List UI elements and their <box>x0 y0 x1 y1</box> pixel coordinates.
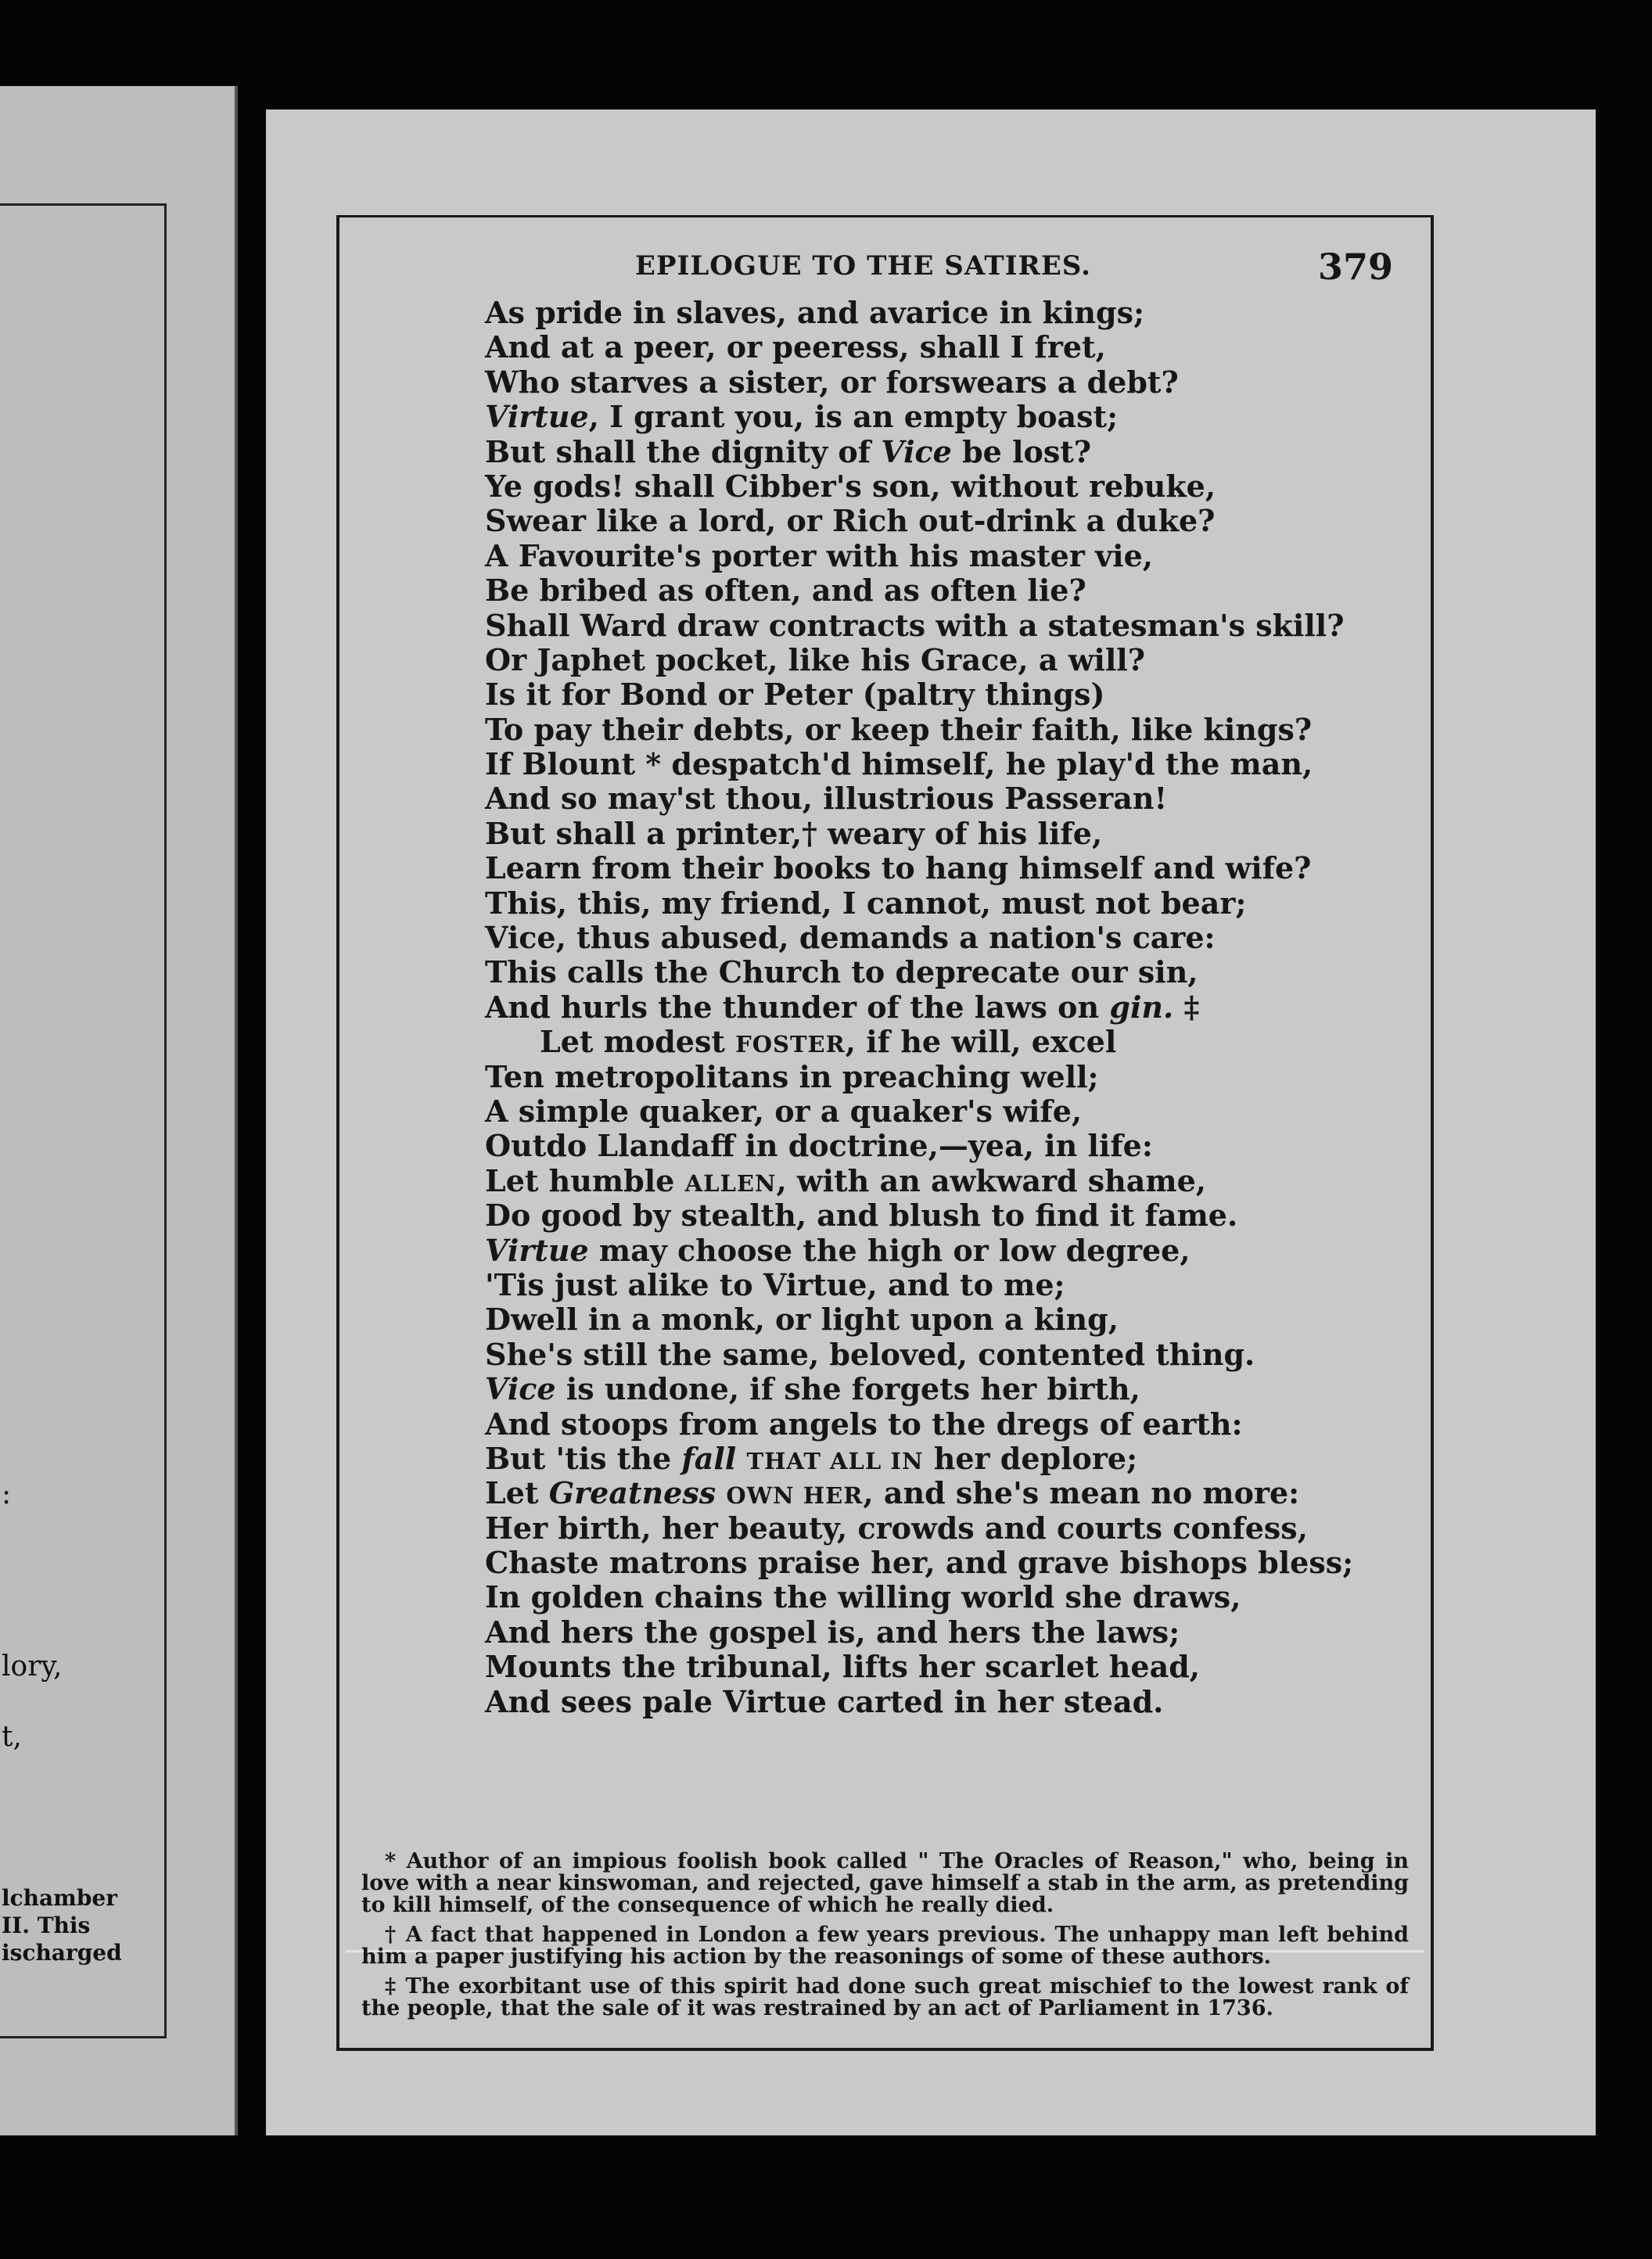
poem-line <box>485 330 1408 365</box>
poem-line <box>485 677 1408 712</box>
poem-line-segment: And at a peer, or peeress, shall I fret, <box>485 329 1106 365</box>
poem-line <box>485 1615 1408 1650</box>
poem-line <box>485 851 1408 885</box>
poem-line-segment: Learn from their books to hang himself and wife? <box>485 850 1312 886</box>
poem-line <box>485 1372 1408 1406</box>
poem-line-segment: To pay their debts, or keep their faith, like kings? <box>485 711 1313 747</box>
poem-line-segment <box>716 1475 726 1510</box>
poem-line-segment: But shall a printer,† weary of his life, <box>485 815 1103 851</box>
poem-line <box>485 1546 1408 1580</box>
running-head: EPILOGUE TO THE SATIRES. <box>635 250 1091 282</box>
page-number: 379 <box>1317 246 1393 288</box>
poem-line <box>485 1060 1408 1094</box>
poem-line-segment: And so may'st thou, illustrious Passeran! <box>485 781 1168 817</box>
facing-page-fragment: : <box>2 1478 12 1510</box>
poem-line <box>485 435 1408 469</box>
poem-line <box>485 400 1408 434</box>
poem-line <box>485 1685 1408 1719</box>
poem-line-segment: But 'tis the <box>485 1440 682 1476</box>
poem-line-segment: Swear like a lord, or Rich out-drink a duke? <box>485 503 1216 539</box>
poem-line-segment: Let <box>485 1475 549 1511</box>
poem-line-segment: Or Japhet pocket, like his Grace, a will? <box>485 641 1145 677</box>
poem-line-segment: A Favourite's porter with his master vie, <box>485 537 1154 573</box>
poem-line <box>485 747 1408 781</box>
poem-line <box>485 921 1408 955</box>
poem-line-segment: As pride in slaves, and avarice in kings; <box>485 295 1145 330</box>
poem-line-segment: OWN HER <box>726 1482 864 1510</box>
poem-line <box>485 1094 1408 1129</box>
poem-line-segment: FOSTER <box>735 1031 846 1058</box>
poem-line <box>485 1511 1408 1546</box>
facing-page-fragment: lory, <box>2 1650 63 1683</box>
poem-line-segment: Be bribed as often, and as often lie? <box>485 573 1086 609</box>
poem-line <box>485 1407 1408 1442</box>
poem-line-segment: , with an awkward shame, <box>776 1162 1207 1198</box>
poem-line <box>485 1302 1408 1337</box>
poem-line <box>485 1650 1408 1684</box>
poem-line <box>485 1338 1408 1372</box>
poem-line-segment: Vice <box>485 1371 556 1407</box>
poem-line <box>485 1025 1408 1059</box>
footnote: † A fact that happened in London a few years previous. The unhappy man left behind him a paper justifying his action by the reasonings of some of these authors. <box>361 1923 1409 1969</box>
page-border-frame <box>336 215 1434 2051</box>
poem-line <box>485 1476 1408 1510</box>
poem-line-segment: gin. <box>1109 989 1174 1025</box>
poem-line-segment: THAT ALL IN <box>746 1447 924 1474</box>
footnote: ‡ The exorbitant use of this spirit had done such great mischief to the lowest rank of the people, that the sale of it was restrained by an act of Parliament in 1736. <box>361 1974 1409 2020</box>
poem-line-segment: Who starves a sister, or forswears a debt? <box>485 364 1179 400</box>
poem-line <box>485 781 1408 816</box>
poem-line-segment: 'Tis just alike to Virtue, and to me; <box>485 1266 1065 1302</box>
poem-line <box>485 1198 1408 1233</box>
poem-line-segment: Let modest <box>540 1024 736 1060</box>
poem-line-segment: And hers the gospel is, and hers the laws; <box>485 1614 1180 1650</box>
poem-line-segment: ALLEN <box>684 1169 777 1197</box>
facing-page-fragment: ischarged <box>2 1940 122 1966</box>
poem-line-segment: And sees pale Virtue carted in her stead. <box>485 1683 1164 1719</box>
poem-line <box>485 817 1408 851</box>
poem-line-segment: This calls the Church to deprecate our sin, <box>485 954 1198 990</box>
facing-page-frame <box>0 203 167 2038</box>
poem-line-segment: A simple quaker, or a quaker's wife, <box>485 1093 1083 1129</box>
poem-line-segment: Outdo Llandaff in doctrine,—yea, in life: <box>485 1128 1153 1164</box>
poem-line-segment: This, this, my friend, I cannot, must not bear; <box>485 885 1247 921</box>
poem-line-segment: fall <box>681 1440 737 1476</box>
poem-line-segment: ‡ <box>1173 989 1200 1025</box>
facing-page-fragment: II. This <box>2 1912 91 1938</box>
poem-line <box>485 573 1408 608</box>
poem-line-segment: , and she's mean no more: <box>863 1475 1300 1511</box>
poem-line <box>485 955 1408 989</box>
poem-text <box>485 296 1408 1719</box>
facing-page-fragment: lchamber <box>2 1885 117 1911</box>
poem-line-segment: Shall Ward draw contracts with a statesman's skill? <box>485 607 1345 643</box>
poem-line-segment: Dwell in a monk, or light upon a king, <box>485 1302 1119 1338</box>
poem-line <box>485 1164 1408 1198</box>
poem-line-segment: , I grant you, is an empty boast; <box>588 399 1119 435</box>
poem-line-segment: , if he will, excel <box>845 1024 1117 1060</box>
poem-line-segment: Ten metropolitans in preaching well; <box>485 1058 1099 1094</box>
page-header <box>346 246 1424 289</box>
poem-line-segment: And hurls the thunder of the laws on <box>485 989 1110 1025</box>
poem-line <box>485 296 1408 330</box>
poem-line-segment: Vice, thus abused, demands a nation's care: <box>485 920 1216 956</box>
poem-line <box>485 504 1408 538</box>
poem-line-segment: Greatness <box>548 1475 716 1511</box>
poem-line <box>485 609 1408 643</box>
footnote: * Author of an impious foolish book called " The Oracles of Reason," who, being in love with a near kinswoman, and rejected, gave himself a stab in the arm, as pretending to kill himself, of the consequence of which he really died. <box>361 1849 1409 1917</box>
poem-line <box>485 643 1408 677</box>
poem-line <box>485 365 1408 400</box>
poem-line-segment: But shall the dignity of <box>485 433 882 469</box>
poem-line-segment: Virtue <box>485 1232 589 1268</box>
poem-line-segment: Let humble <box>485 1162 685 1198</box>
poem-line-segment: Virtue <box>485 399 589 435</box>
poem-line <box>485 1580 1408 1614</box>
footnotes <box>361 1851 1409 2027</box>
poem-line <box>485 990 1408 1025</box>
poem-line <box>485 539 1408 573</box>
poem-line-segment: If Blount * despatch'd himself, he play'd the man, <box>485 746 1313 782</box>
poem-line <box>485 1234 1408 1268</box>
facing-page-fragment: t, <box>2 1721 22 1753</box>
poem-line-segment: Chaste matrons praise her, and grave bishops bless; <box>485 1545 1354 1581</box>
poem-line <box>485 1129 1408 1163</box>
facing-page <box>0 86 238 2135</box>
poem-line-segment <box>736 1441 746 1476</box>
poem-line-segment: be lost? <box>951 433 1092 469</box>
poem-line-segment: Vice <box>881 433 952 469</box>
poem-line-segment: Is it for Bond or Peter (paltry things) <box>485 677 1105 713</box>
poem-line-segment: And stoops from angels to the dregs of earth: <box>485 1406 1243 1442</box>
poem-line-segment: her deplore; <box>923 1440 1138 1476</box>
book-page <box>266 110 1596 2135</box>
poem-line-segment: Mounts the tribunal, lifts her scarlet head, <box>485 1649 1201 1685</box>
poem-line <box>485 713 1408 747</box>
poem-line <box>485 469 1408 504</box>
poem-line-segment: In golden chains the willing world she draws, <box>485 1579 1241 1615</box>
poem-line-segment: Ye gods! shall Cibber's son, without rebuke, <box>485 468 1216 504</box>
poem-line-segment: Do good by stealth, and blush to find it fame. <box>485 1198 1238 1234</box>
poem-line <box>485 1268 1408 1302</box>
poem-line <box>485 886 1408 921</box>
poem-line-segment: is undone, if she forgets her birth, <box>555 1371 1140 1407</box>
poem-line-segment: may choose the high or low degree, <box>588 1232 1191 1268</box>
poem-line-segment: Her birth, her beauty, crowds and courts confess, <box>485 1510 1308 1546</box>
poem-line <box>485 1442 1408 1476</box>
poem-line-segment: She's still the same, beloved, contented thing. <box>485 1336 1255 1372</box>
